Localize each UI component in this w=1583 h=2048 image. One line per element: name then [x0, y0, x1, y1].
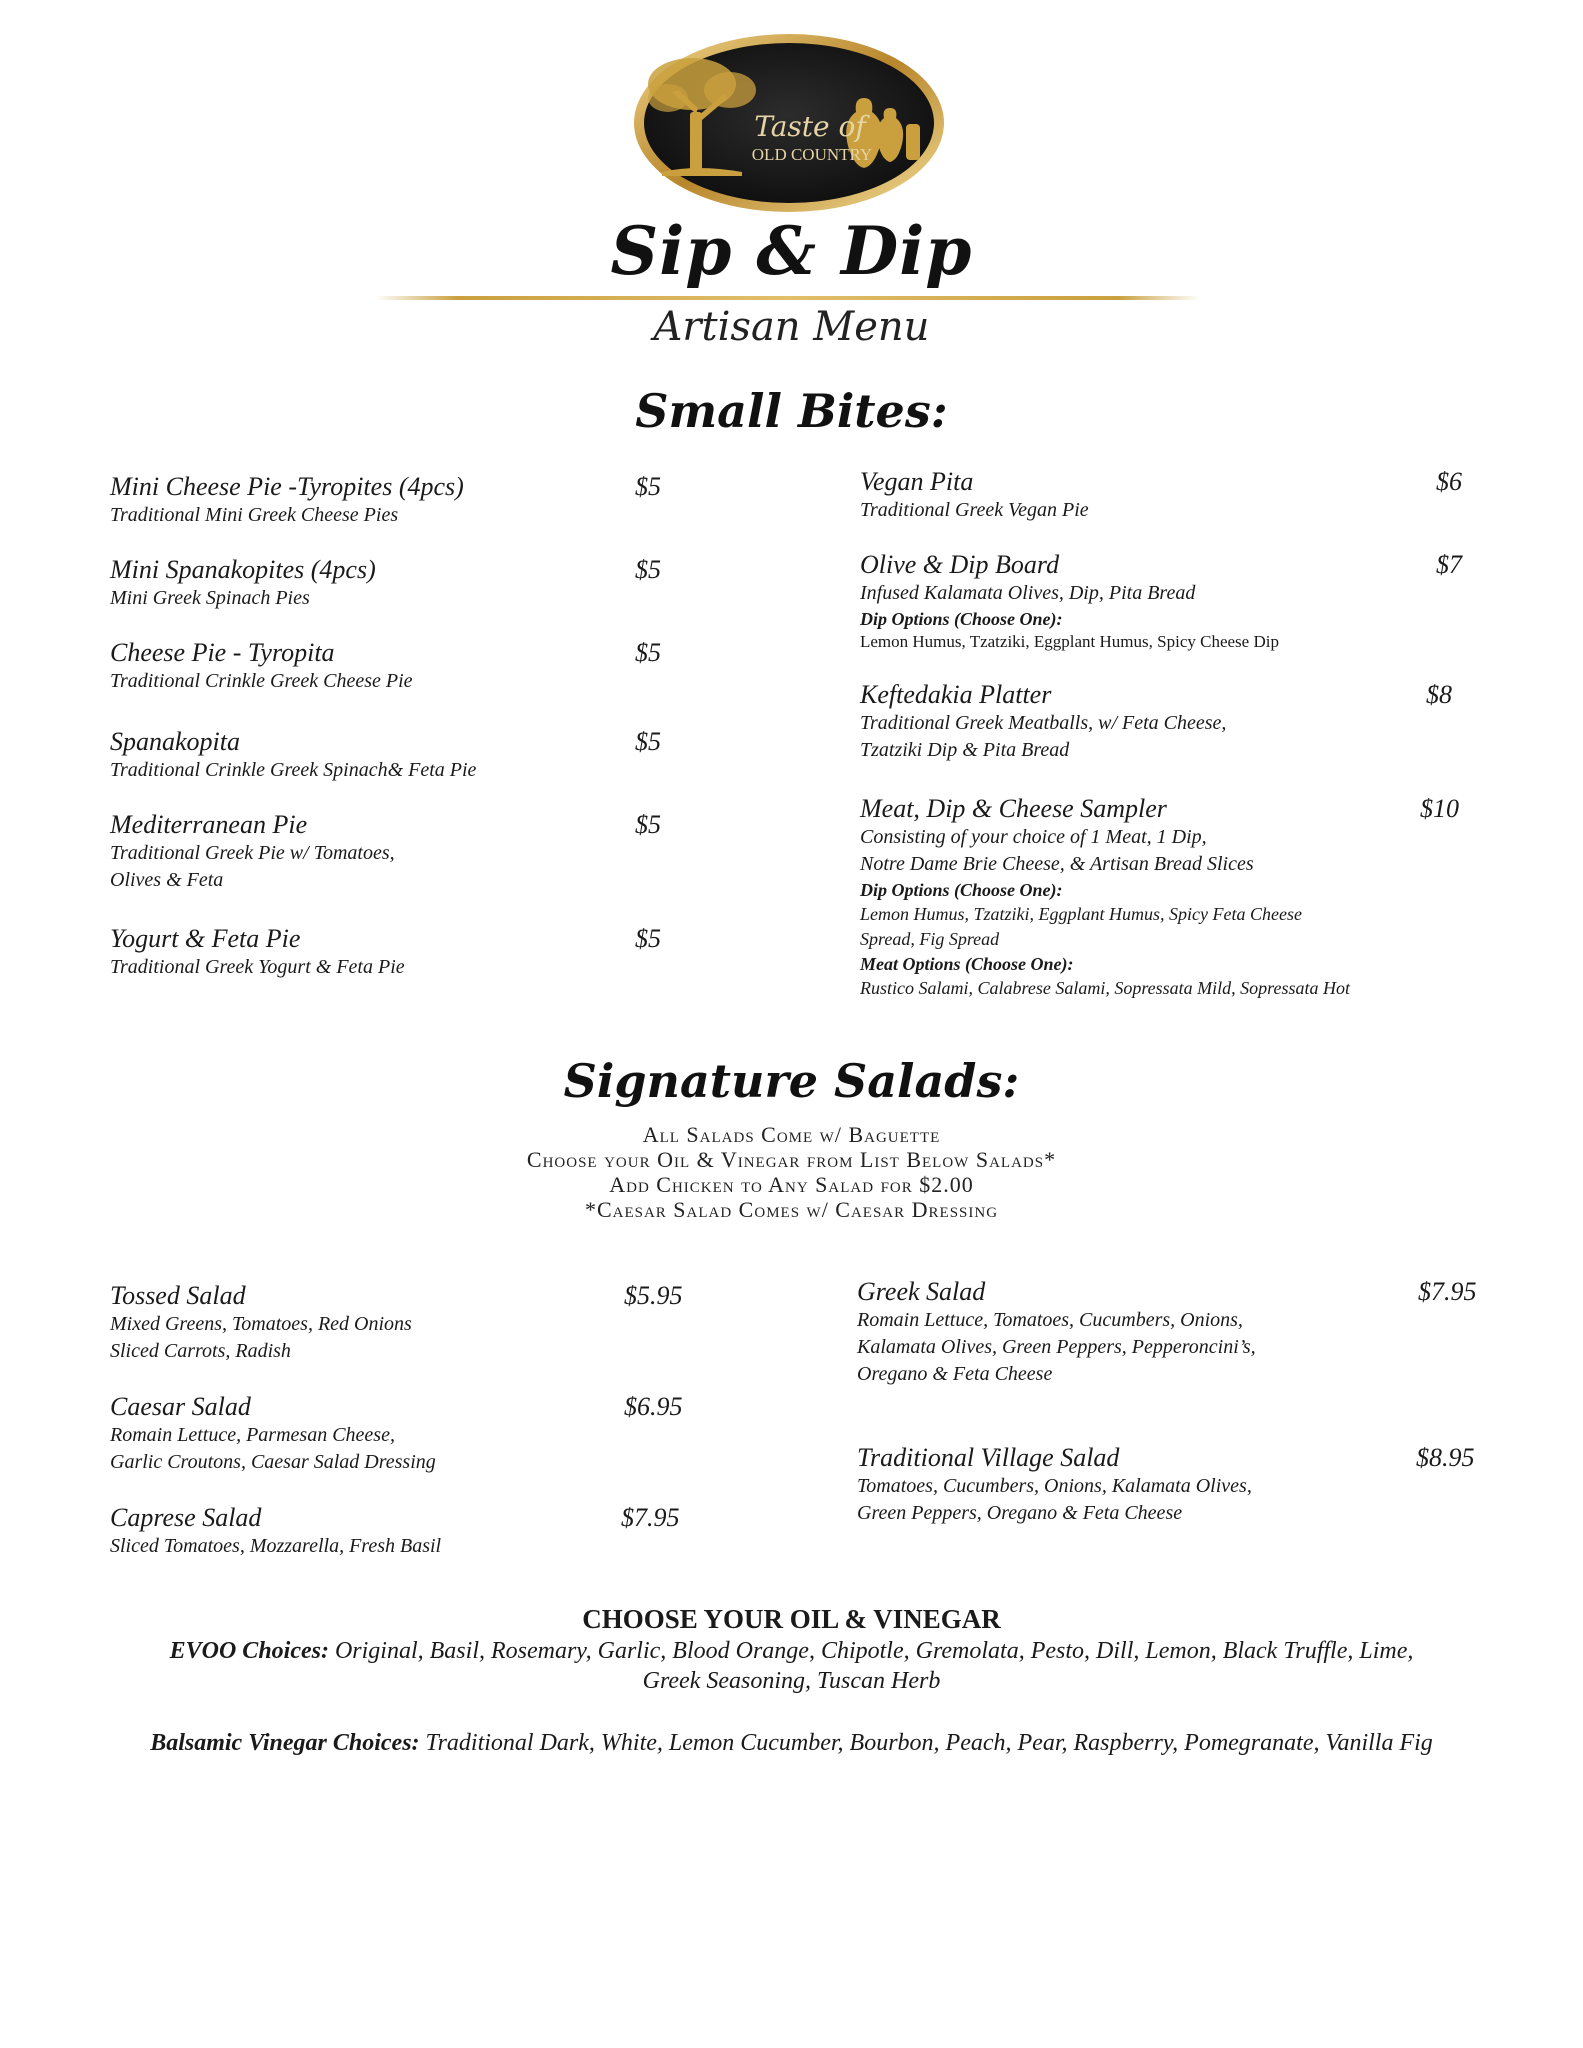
item-name: Spanakopita: [110, 727, 240, 756]
menu-item: [860, 467, 1089, 524]
item-name: Yogurt & Feta Pie: [110, 924, 301, 953]
item-desc: Sliced Tomatoes, Mozzarella, Fresh Basil: [110, 1535, 442, 1557]
item-price: $5: [635, 810, 661, 839]
item-desc: Oregano & Feta Cheese: [857, 1363, 1053, 1385]
item-price: $5: [635, 472, 661, 501]
item-name: Mediterranean Pie: [110, 810, 308, 839]
item-price: $7: [1436, 550, 1462, 579]
balsamic-label: Balsamic Vinegar Choices:: [150, 1730, 420, 1756]
item-price: $5: [635, 555, 661, 584]
dip-options-text: Lemon Humus, Tzatziki, Eggplant Humus, Spicy Feta Cheese: [860, 904, 1302, 924]
item-price: $5: [635, 924, 661, 953]
salads-heading: Signature Salads:: [563, 1054, 1020, 1108]
item-desc: Romain Lettuce, Tomatoes, Cucumbers, Onions,: [857, 1309, 1243, 1331]
item-name: Meat, Dip & Cheese Sampler: [860, 794, 1167, 823]
dip-options-text: Lemon Humus, Tzatziki, Eggplant Humus, Spicy Cheese Dip: [860, 632, 1279, 651]
menu-item: [110, 810, 395, 894]
gold-divider: [375, 296, 1200, 300]
item-desc: Mini Greek Spinach Pies: [110, 587, 310, 609]
item-desc: Green Peppers, Oregano & Feta Cheese: [857, 1502, 1183, 1524]
meat-options-text: Rustico Salami, Calabrese Salami, Sopressata Mild, Sopressata Hot: [860, 978, 1350, 998]
evoo-choices: [60, 1636, 1523, 1696]
menu-item: [860, 680, 1226, 764]
item-desc: Garlic Croutons, Caesar Salad Dressing: [110, 1451, 436, 1473]
evoo-list: Original, Basil, Rosemary, Garlic, Blood Orange, Chipotle, Gremolata, Pesto, Dill, Lemon, Black Truffle, Lime,: [328, 1638, 1414, 1664]
item-price: $10: [1420, 794, 1459, 823]
meat-options-heading: Meat Options (Choose One):: [860, 954, 1074, 974]
item-price: $8: [1426, 680, 1452, 709]
item-price: $8.95: [1416, 1443, 1475, 1472]
menu-item: [860, 794, 1350, 1001]
item-name: Greek Salad: [857, 1277, 986, 1306]
menu-item: [857, 1277, 1256, 1388]
item-desc: Traditional Greek Pie w/ Tomatoes,: [110, 842, 395, 864]
balsamic-choices: [60, 1728, 1523, 1758]
item-desc: Traditional Greek Yogurt & Feta Pie: [110, 956, 405, 978]
balsamic-list: Traditional Dark, White, Lemon Cucumber, Bourbon, Peach, Pear, Raspberry, Pomegranate, Vanilla Fig: [419, 1730, 1433, 1756]
item-desc: Tomatoes, Cucumbers, Onions, Kalamata Olives,: [857, 1475, 1252, 1497]
menu-item: [110, 1503, 441, 1560]
salad-note: Add Chicken to Any Salad for $2.00: [609, 1172, 974, 1197]
salad-note: Choose your Oil & Vinegar from List Below Salads*: [526, 1147, 1057, 1172]
menu-item: [110, 727, 476, 784]
menu-item: [110, 1281, 412, 1365]
item-name: Mini Cheese Pie -Tyropites (4pcs): [110, 472, 464, 501]
menu-item: [857, 1443, 1252, 1527]
salad-notes: [0, 1122, 1583, 1222]
oil-vinegar-heading: CHOOSE YOUR OIL & VINEGAR: [582, 1604, 1001, 1634]
item-desc: Notre Dame Brie Cheese, & Artisan Bread Slices: [860, 853, 1254, 875]
item-price: $7.95: [621, 1503, 680, 1532]
logo-line-1: Taste of: [754, 110, 866, 143]
item-desc: Tzatziki Dip & Pita Bread: [860, 739, 1070, 761]
item-desc: Romain Lettuce, Parmesan Cheese,: [110, 1424, 395, 1446]
item-desc: Sliced Carrots, Radish: [110, 1340, 291, 1362]
menu-item: [110, 472, 464, 529]
item-price: $5: [635, 638, 661, 667]
menu-subtitle: Artisan Menu: [653, 304, 930, 350]
menu-item: [110, 1392, 436, 1476]
item-name: Vegan Pita: [860, 467, 974, 496]
item-desc: Traditional Greek Vegan Pie: [860, 499, 1089, 521]
menu-item: [110, 555, 376, 612]
item-price: $5: [635, 727, 661, 756]
item-desc: Kalamata Olives, Green Peppers, Pepperoncini’s,: [857, 1336, 1256, 1358]
item-desc: Traditional Greek Meatballs, w/ Feta Cheese,: [860, 712, 1227, 734]
logo-line-2: OLD COUNTRY: [751, 145, 873, 164]
small-bites-heading: Small Bites:: [635, 384, 948, 438]
dip-options-text: Spread, Fig Spread: [860, 929, 1000, 949]
item-name: Caesar Salad: [110, 1392, 251, 1421]
menu-item: [110, 924, 405, 981]
item-desc: Traditional Crinkle Greek Spinach& Feta Pie: [110, 759, 477, 781]
salad-note: All Salads Come w/ Baguette: [642, 1122, 941, 1147]
evoo-label: EVOO Choices:: [169, 1638, 329, 1664]
item-price: $6.95: [624, 1392, 683, 1421]
evoo-list-continued: Greek Seasoning, Tuscan Herb: [642, 1668, 941, 1694]
item-name: Mini Spanakopites (4pcs): [110, 555, 376, 584]
item-desc: Traditional Mini Greek Cheese Pies: [110, 504, 399, 526]
item-desc: Consisting of your choice of 1 Meat, 1 Dip,: [860, 826, 1207, 848]
item-name: Traditional Village Salad: [857, 1443, 1120, 1472]
item-desc: Traditional Crinkle Greek Cheese Pie: [110, 670, 413, 692]
item-desc: Mixed Greens, Tomatoes, Red Onions: [110, 1313, 412, 1335]
menu-item: [860, 550, 1279, 653]
menu-title: Sip & Dip: [610, 212, 973, 290]
restaurant-logo: [632, 32, 946, 214]
item-price: $6: [1436, 467, 1462, 496]
item-desc: Olives & Feta: [110, 869, 224, 891]
item-name: Cheese Pie - Tyropita: [110, 638, 335, 667]
item-name: Tossed Salad: [110, 1281, 246, 1310]
item-price: $5.95: [624, 1281, 683, 1310]
item-name: Keftedakia Platter: [860, 680, 1052, 709]
dip-options-heading: Dip Options (Choose One):: [860, 880, 1063, 900]
salad-note: *Caesar Salad Comes w/ Caesar Dressing: [584, 1197, 999, 1222]
item-name: Caprese Salad: [110, 1503, 262, 1532]
item-price: $7.95: [1418, 1277, 1477, 1306]
dip-options-heading: Dip Options (Choose One):: [860, 609, 1063, 629]
menu-item: [110, 638, 413, 695]
item-name: Olive & Dip Board: [860, 550, 1060, 579]
item-desc: Infused Kalamata Olives, Dip, Pita Bread: [860, 582, 1196, 604]
